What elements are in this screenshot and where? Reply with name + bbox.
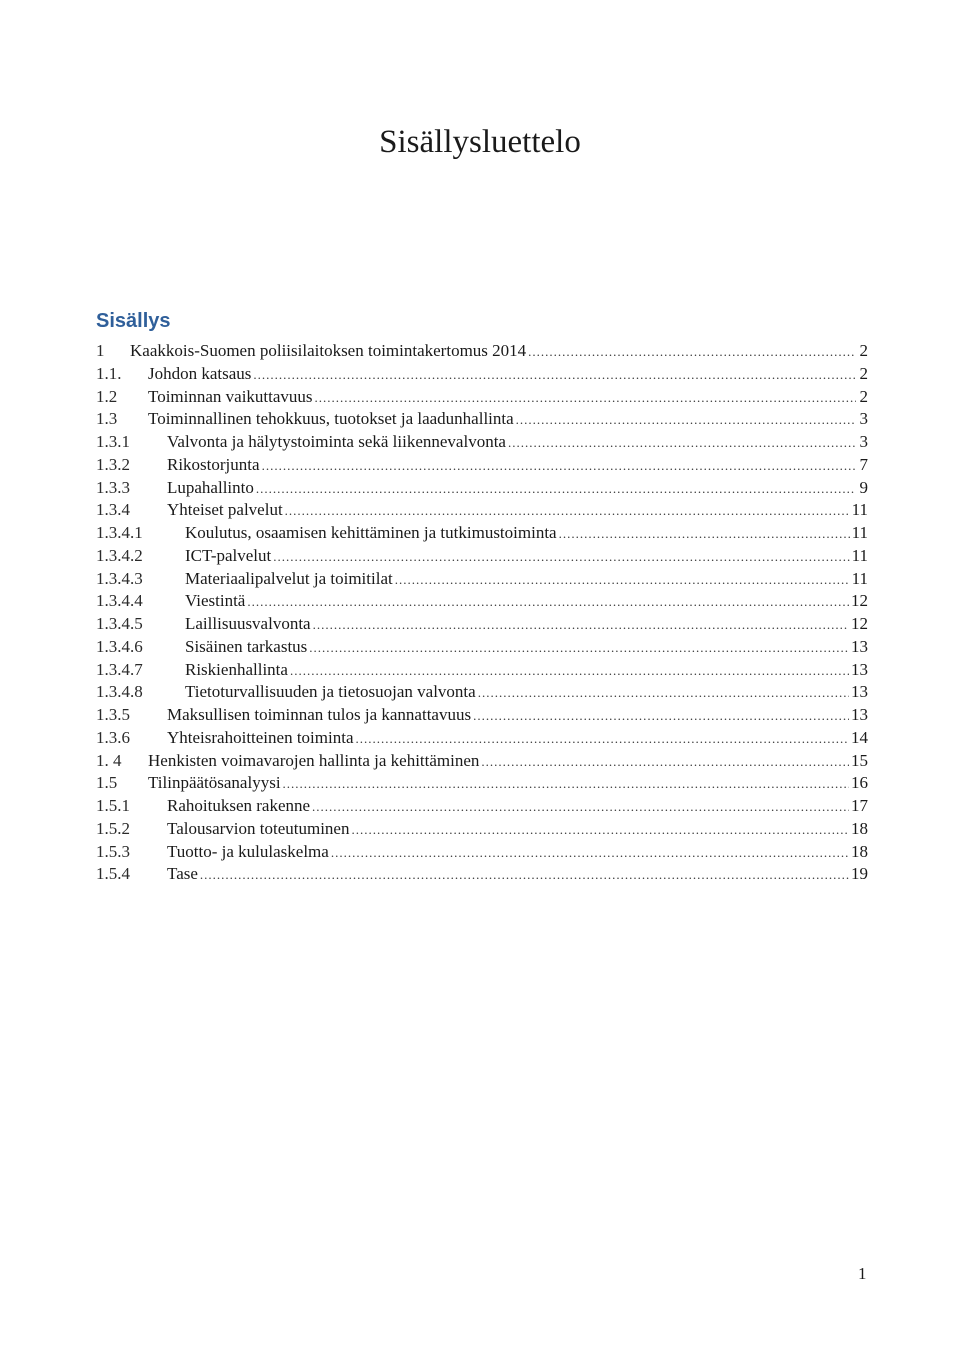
toc-entry-number: 1.5	[96, 773, 118, 793]
toc-entry-number: 1	[96, 341, 105, 360]
toc-entry-number: 1.3.4	[96, 500, 130, 520]
toc-dot-leader	[262, 455, 856, 478]
page-title: Sisällysluettelo	[379, 124, 581, 160]
toc-entry[interactable]	[96, 386, 868, 409]
toc-entry[interactable]	[96, 681, 868, 704]
toc-entry-title[interactable]: Valvonta ja hälytystoiminta sekä liikennevalvonta	[167, 432, 506, 451]
toc-entry-number: 1.3.6	[96, 727, 130, 747]
toc-entry-page: 11	[851, 568, 868, 588]
toc-entry-title[interactable]: Maksullisen toiminnan tulos ja kannattavuus	[167, 705, 472, 724]
toc-entry-title[interactable]: Rahoituksen rakenne	[167, 796, 311, 815]
toc-dot-leader	[247, 591, 849, 614]
toc-dot-leader	[516, 409, 856, 432]
toc-dot-leader	[273, 546, 849, 569]
toc-entry-page: 18	[851, 841, 868, 861]
toc-entry[interactable]	[96, 772, 868, 795]
toc-entry-page: 12	[851, 614, 868, 633]
toc-entry-title[interactable]: Tilinpäätösanalyysi	[148, 773, 281, 793]
toc-entry-page: 15	[851, 750, 868, 770]
toc-dot-leader	[200, 864, 849, 887]
toc-entry-number: 1.5.4	[96, 864, 130, 884]
toc-entry-title[interactable]: Sisäinen tarkastus	[185, 636, 308, 656]
toc-entry-title[interactable]: Yhteiset palvelut	[167, 500, 283, 520]
toc-entry-page: 12	[851, 591, 868, 611]
page-number: 1	[858, 1264, 867, 1283]
toc-entry-page: 2	[859, 363, 868, 383]
toc-entry-page: 13	[851, 682, 868, 702]
toc-entry-page: 9	[859, 477, 868, 497]
toc-heading: Sisällys	[96, 310, 171, 332]
toc-entry[interactable]	[96, 659, 868, 682]
toc-entry-title[interactable]: Toiminnallinen tehokkuus, tuotokset ja laadunhallinta	[148, 409, 514, 429]
toc-entry-page: 3	[859, 409, 868, 429]
toc-entry-title[interactable]: Materiaalipalvelut ja toimitilat	[185, 568, 393, 588]
toc-entry-number: 1.1.	[96, 363, 122, 383]
toc-entry-title[interactable]: Riskienhallinta	[185, 659, 288, 679]
toc-dot-leader	[312, 796, 849, 819]
toc-entry-number: 1.3.4.2	[96, 545, 143, 565]
toc-entry[interactable]	[96, 636, 868, 659]
toc-entry-title[interactable]: Kaakkois-Suomen poliisilaitoksen toimintakertomus 2014	[130, 341, 527, 360]
toc-dot-leader	[478, 682, 849, 705]
toc-dot-leader	[351, 819, 849, 842]
toc-entry[interactable]	[96, 795, 868, 818]
toc-entry-number: 1.3.4.7	[96, 659, 143, 679]
toc-entry-page: 17	[851, 796, 868, 815]
toc-entry-number: 1.3.4.3	[96, 568, 143, 588]
toc-entry-title[interactable]: Henkisten voimavarojen hallinta ja kehittäminen	[148, 750, 480, 770]
toc-entry-page: 11	[851, 523, 868, 542]
toc-entry-page: 14	[851, 727, 868, 747]
toc-entry[interactable]	[96, 363, 868, 386]
toc-entry-number: 1. 4	[96, 750, 122, 770]
toc-entry[interactable]	[96, 545, 868, 568]
toc-entry-number: 1.5.1	[96, 796, 130, 815]
toc-dot-leader	[473, 705, 849, 728]
toc-dot-leader	[528, 341, 856, 364]
toc-entry-title[interactable]: Tase	[167, 864, 198, 884]
toc-entry-number: 1.3.4.4	[96, 591, 143, 611]
toc-dot-leader	[559, 523, 850, 546]
toc-entry-number: 1.3.5	[96, 705, 130, 724]
toc-dot-leader	[315, 387, 856, 410]
toc-entry-title[interactable]: Koulutus, osaamisen kehittäminen ja tutkimustoiminta	[185, 523, 557, 542]
toc-entry-page: 13	[851, 705, 868, 724]
toc-entry-number: 1.3	[96, 409, 118, 429]
toc-entry-title[interactable]: Tietoturvallisuuden ja tietosuojan valvonta	[185, 682, 476, 702]
toc-entry-title[interactable]: ICT-palvelut	[185, 545, 272, 565]
toc-entry-page: 3	[859, 432, 868, 451]
toc-entry-page: 7	[859, 454, 868, 474]
toc-entry-page: 13	[851, 636, 868, 656]
toc-entry[interactable]	[96, 863, 868, 886]
toc-entry-title[interactable]: Laillisuusvalvonta	[185, 614, 311, 633]
toc-entry-number: 1.3.4.5	[96, 614, 143, 633]
toc-entry[interactable]	[96, 431, 868, 454]
toc-entry[interactable]	[96, 704, 868, 727]
toc-entry-number: 1.3.4.1	[96, 523, 143, 542]
toc-entry-number: 1.3.3	[96, 477, 130, 497]
toc-entry-number: 1.5.3	[96, 841, 130, 861]
toc-dot-leader	[256, 478, 856, 501]
toc-entry-number: 1.3.2	[96, 454, 130, 474]
toc-entry-page: 2	[859, 386, 868, 406]
toc-entry-number: 1.5.2	[96, 818, 130, 838]
toc-entry[interactable]	[96, 613, 868, 636]
toc-entry[interactable]	[96, 477, 868, 500]
toc-entry[interactable]	[96, 408, 868, 431]
toc-dot-leader	[309, 637, 849, 660]
toc-entry[interactable]	[96, 568, 868, 591]
toc-dot-leader	[481, 751, 849, 774]
toc-entry-page: 18	[851, 818, 868, 838]
toc-entry[interactable]	[96, 841, 868, 864]
toc-dot-leader	[356, 728, 850, 751]
toc-dot-leader	[395, 569, 850, 592]
toc-entry-number: 1.2	[96, 386, 118, 406]
toc-entry-page: 13	[851, 659, 868, 679]
toc-entry[interactable]	[96, 818, 868, 841]
toc-dot-leader	[285, 500, 850, 523]
toc-entry-number: 1.3.4.6	[96, 636, 143, 656]
toc-dot-leader	[313, 614, 849, 637]
toc-entry-title[interactable]: Rikostorjunta	[167, 454, 260, 474]
toc-entry[interactable]	[96, 522, 868, 545]
toc-entry-number: 1.3.1	[96, 432, 130, 451]
toc-entry[interactable]	[96, 340, 868, 363]
toc-entry-title[interactable]: Toiminnan vaikuttavuus	[148, 386, 313, 406]
toc-dot-leader	[283, 773, 849, 796]
toc-entry-title[interactable]: Yhteisrahoitteinen toiminta	[167, 727, 354, 747]
toc-entry[interactable]	[96, 727, 868, 750]
toc-entry[interactable]	[96, 499, 868, 522]
toc-entry[interactable]	[96, 590, 868, 613]
toc-entry-page: 19	[851, 864, 868, 884]
toc-entry[interactable]	[96, 750, 868, 773]
table-of-contents	[96, 340, 868, 886]
toc-dot-leader	[331, 842, 849, 865]
toc-entry[interactable]	[96, 454, 868, 477]
toc-entry-title[interactable]: Lupahallinto	[167, 477, 254, 497]
toc-entry-page: 2	[859, 341, 868, 360]
toc-dot-leader	[508, 432, 856, 455]
toc-entry-title[interactable]: Johdon katsaus	[148, 363, 252, 383]
toc-entry-page: 16	[851, 773, 868, 793]
toc-entry-title[interactable]: Tuotto- ja kululaskelma	[167, 841, 329, 861]
toc-entry-number: 1.3.4.8	[96, 682, 143, 702]
toc-entry-page: 11	[851, 500, 868, 520]
toc-dot-leader	[253, 364, 856, 387]
toc-entry-title[interactable]: Viestintä	[185, 591, 246, 611]
toc-entry-title[interactable]: Talousarvion toteutuminen	[167, 818, 350, 838]
toc-dot-leader	[290, 660, 849, 683]
toc-entry-page: 11	[851, 545, 868, 565]
